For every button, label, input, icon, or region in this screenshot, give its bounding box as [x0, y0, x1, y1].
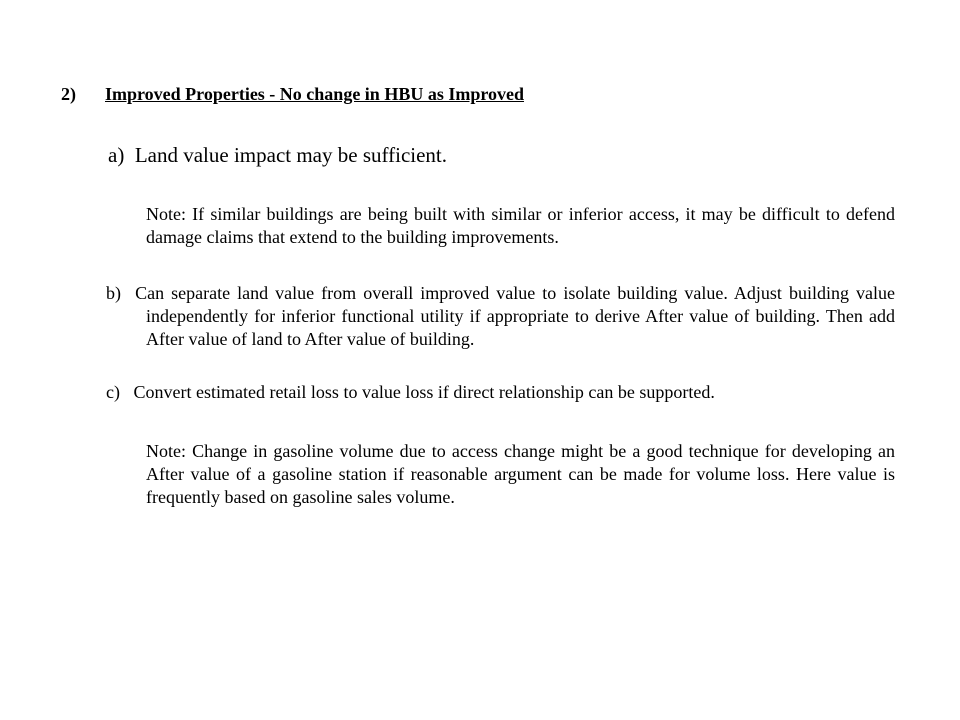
section-number: 2): [61, 84, 76, 104]
item-c: [106, 381, 715, 404]
section-title: Improved Properties - No change in HBU as Improved: [105, 84, 525, 104]
item-c-label: c): [106, 382, 120, 402]
item-a: [108, 142, 447, 168]
item-a-text: Land value impact may be sufficient.: [134, 143, 447, 167]
item-b-label: b): [106, 283, 121, 303]
item-b-text: Can separate land value from overall improved value to isolate building value. Adjust building value independently for inferior functional utility if appropriate to derive After value of building. Then add After value of land to After value of building.: [135, 283, 895, 349]
item-c-text: Convert estimated retail loss to value loss if direct relationship can be supported.: [133, 382, 715, 402]
section-heading: [61, 84, 524, 104]
item-a-label: a): [108, 143, 125, 167]
item-b: [106, 282, 895, 351]
note-c: Note: Change in gasoline volume due to access change might be a good technique for developing an After value of a gasoline station if reasonable argument can be made for volume loss. Here value is frequently based on gasoline sales volume.: [146, 441, 895, 507]
note-a: Note: If similar buildings are being built with similar or inferior access, it may be difficult to defend damage claims that extend to the building improvements.: [146, 204, 895, 247]
